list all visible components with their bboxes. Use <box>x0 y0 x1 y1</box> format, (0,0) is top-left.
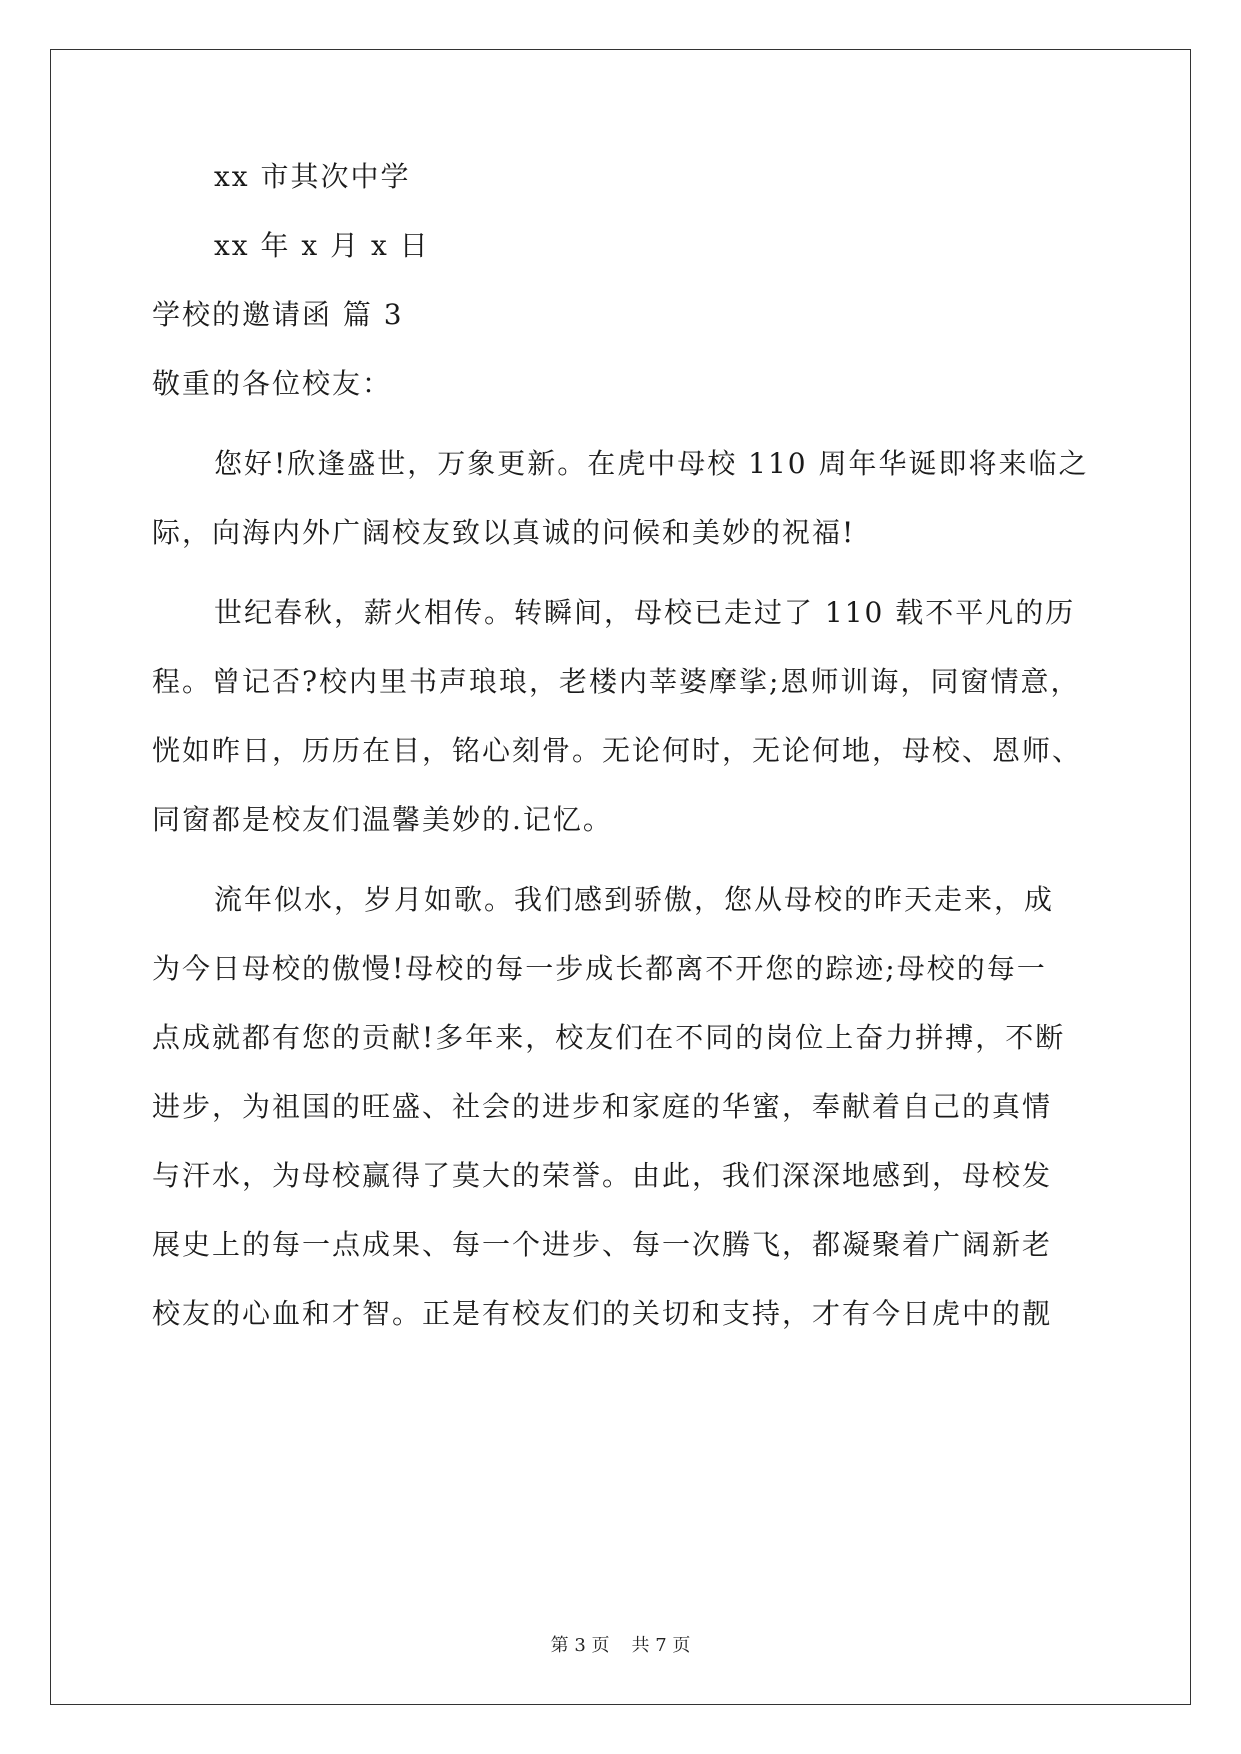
paragraph-line: 展史上的每一点成果、每一个进步、每一次腾飞，都凝聚着广阔新老 <box>152 1228 1053 1261</box>
page-total: 共 7 页 <box>631 1635 691 1656</box>
paragraph-line: 为今日母校的傲慢!母校的每一步成长都离不开您的踪迹;母校的每一 <box>152 952 1047 985</box>
paragraph-line: 点成就都有您的贡献!多年来，校友们在不同的岗位上奋力拼搏，不断 <box>152 1021 1066 1054</box>
school-name-line: xx 市其次中学 <box>214 160 411 193</box>
page-number: 第 3 页 <box>550 1635 610 1656</box>
paragraph-line: 与汗水，为母校赢得了莫大的荣誉。由此，我们深深地感到，母校发 <box>152 1159 1053 1192</box>
paragraph-line: 进步，为祖国的旺盛、社会的进步和家庭的华蜜，奉献着自己的真情 <box>152 1090 1053 1123</box>
page-footer <box>0 1634 1241 1658</box>
paragraph-line: 校友的心血和才智。正是有校友们的关切和支持，才有今日虎中的靓 <box>152 1297 1053 1330</box>
section-title: 学校的邀请函 篇 3 <box>152 298 404 331</box>
paragraph-line: 同窗都是校友们温馨美妙的.记忆。 <box>152 803 613 836</box>
paragraph-line: 恍如昨日，历历在目，铭心刻骨。无论何时，无论何地，母校、恩师、 <box>152 734 1083 767</box>
paragraph-line: 流年似水，岁月如歌。我们感到骄傲，您从母校的昨天走来，成 <box>214 883 1055 916</box>
paragraph-line: 程。曾记否?校内里书声琅琅，老楼内莘婆摩挲;恩师训诲，同窗情意， <box>152 665 1081 698</box>
paragraph-line: 世纪春秋，薪火相传。转瞬间，母校已走过了 110 载不平凡的历 <box>214 596 1076 629</box>
salutation: 敬重的各位校友： <box>152 367 393 400</box>
date-line: xx 年 x 月 x 日 <box>214 229 430 262</box>
paragraph-line: 您好!欣逢盛世，万象更新。在虎中母校 110 周年华诞即将来临之 <box>214 447 1089 480</box>
paragraph-line: 际，向海内外广阔校友致以真诚的问候和美妙的祝福! <box>152 516 856 549</box>
